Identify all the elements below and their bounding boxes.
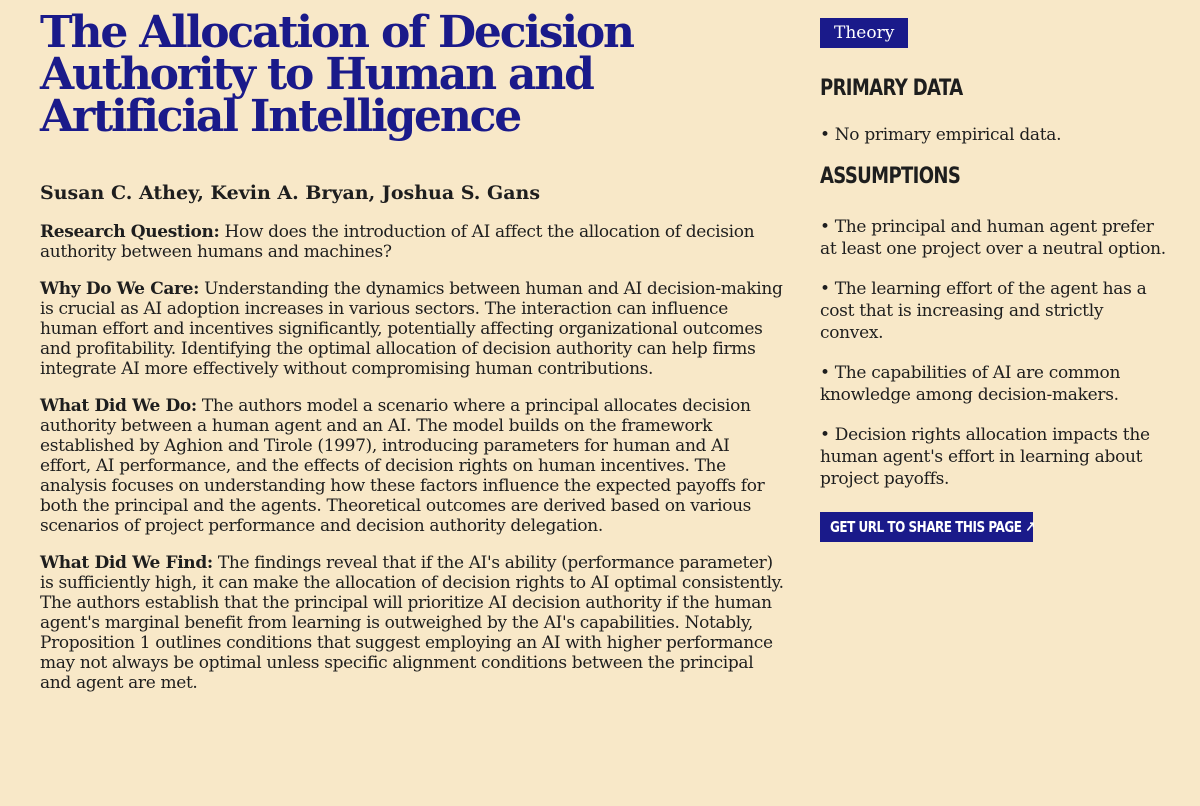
section-text: Understanding the dynamics between human and AI decision-making is crucial as AI adoption increases in various sectors. The interaction can influence human effort and incentives significantly, potentially affecting organizational outcomes and profitability. Identifying the optimal allocation of decision authority can help firms integrate AI more effectively without compromising human contributions. [40, 279, 783, 379]
section-label: Why Do We Care: [40, 279, 200, 299]
primary-data-list [820, 124, 1170, 146]
what-did-we-find-section [40, 553, 785, 693]
bullet: • [820, 125, 830, 145]
section-text: The findings reveal that if the AI's ability (performance parameter) is sufficiently high, it can make the allocation of decision rights to AI optimal consistently. The authors establish that the principal will prioritize AI decision authority if the human agent's marginal benefit from learning is outweighed by the AI's capabilities. Notably, Proposition 1 outlines conditions that suggest employing an AI with higher performance may not always be optimal unless specific alignment conditions between the principal and agent are met. [40, 553, 784, 693]
list-item-text: The learning effort of the agent has a cost that is increasing and strictly convex. [820, 279, 1147, 343]
main-content [40, 7, 785, 693]
sidebar [820, 18, 1170, 542]
page-title: The Allocation of Decision Authority to Human and Artificial Intelligence [40, 7, 633, 142]
section-text: The authors model a scenario where a principal allocates decision authority between a human agent and an AI. The model builds on the framework established by Aghion and Tirole (1997), introducing parameters for human and AI effort, AI performance, and the effects of decision rights on human incentives. The analysis focuses on understanding how these factors influence the expected payoffs for both the principal and the agents. Theoretical outcomes are derived based on various scenarios of project performance and decision authority delegation. [40, 396, 765, 536]
section-text: How does the introduction of AI affect the allocation of decision authority between humans and machines? [40, 222, 755, 262]
list-item-text: The capabilities of AI are common knowledge among decision-makers. [820, 363, 1121, 405]
list-item [820, 278, 1170, 344]
authors: Susan C. Athey, Kevin A. Bryan, Joshua S. Gans [40, 182, 541, 204]
share-url-button[interactable] [820, 512, 1033, 542]
primary-data-heading: PRIMARY DATA [820, 76, 963, 101]
list-item-text: The principal and human agent prefer at least one project over a neutral option. [820, 217, 1166, 259]
assumptions-list [820, 216, 1170, 490]
bullet: • [820, 279, 830, 299]
bullet: • [820, 425, 830, 445]
bullet: • [820, 363, 830, 383]
section-label: What Did We Do: [40, 396, 197, 416]
list-item [820, 124, 1170, 146]
why-do-we-care-section [40, 279, 785, 379]
list-item [820, 216, 1170, 260]
category-tag[interactable]: Theory [820, 18, 908, 48]
list-item [820, 362, 1170, 406]
share-url-label: GET URL TO SHARE THIS PAGE ↗ [830, 518, 1035, 536]
list-item-text: No primary empirical data. [834, 125, 1062, 145]
assumptions-heading: ASSUMPTIONS [820, 164, 961, 189]
list-item-text: Decision rights allocation impacts the human agent's effort in learning about project payoffs. [820, 425, 1150, 489]
what-did-we-do-section [40, 396, 785, 536]
section-label: Research Question: [40, 222, 220, 242]
list-item [820, 424, 1170, 490]
section-label: What Did We Find: [40, 553, 213, 573]
research-question-section [40, 222, 785, 262]
bullet: • [820, 217, 830, 237]
